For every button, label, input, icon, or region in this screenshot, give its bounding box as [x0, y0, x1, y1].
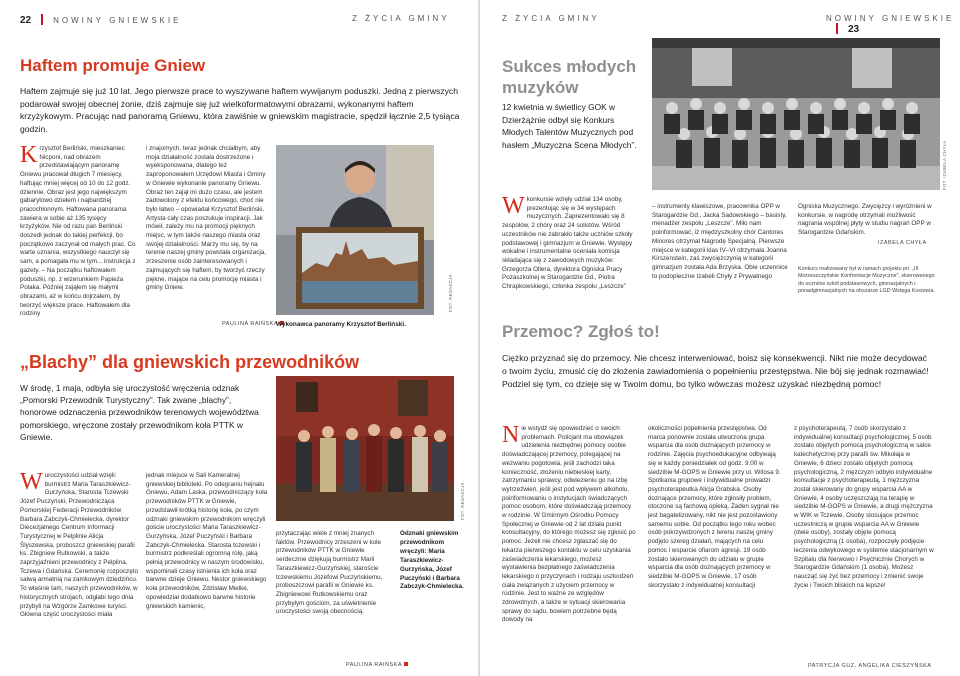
photo-krzysztof-berlinski [276, 145, 434, 315]
body-text: konkursie wzięły udział 134 osoby, prezentując się w 34 występach muzycznych. Zaprezentowało się 8 zespołów, 2 chóry oraz 24 solistów. Wśród uczestników nie zabrakło także uczniów szkoły podstawowej i gimnazjum w Gniewie. Występy wokalne i instrumentalne oceniała komisja składająca się z zawodowych muzyków: Grzegorza Ollera, dyrektora Ogniska Pracy Pozaszkolnej w Starogardzie Gd., Piotra Chrapkowskiego, członka zespołu „Leszcze” [502, 196, 633, 291]
header-divider [41, 14, 43, 25]
article-lead-przemoc: Ciężko przyznać się do przemocy. Nie chcesz interweniować, boisz się konsekwencji. Nikt nie może decydować o twoim życiu, zmusić cię do złożenia zawiadomienia o popełnieniu przestępstwa. Nie bój się jednak rozmawiać! Podziel się tym, co dzieje się w Twoim domu, bo tylko wówczas możesz uzyskać niezbędną pomoc! [502, 353, 929, 389]
project-note: Konkurs realizowany był w ramach projektu pn. „III Morzeszczyńskie Konfrontacje Muzyczne”, skierowanego do uczniów szkół podstawowych, gimnazjalnych i ponadgimnazjalnych na obszarze LGD Wstęga Kociewia. [798, 266, 935, 295]
article-body-blachy-col3 [276, 530, 392, 617]
article-lead-haft: Haftem zajmuje się już 10 lat. Jego pierwsze prace to wyszywane haftem wywijanym poduszki. Jedną z pierwszych podarował swojej obecnej żonie, dziś zajmuje się już wielkoformatowymi obrazami, wykonanymi haftem krzyżykowym. Pracując nad panoramą Gniewu, która zawiśnie w gniewskim magistracie, spędził łącznie 2,5 tysiąca godzin. [20, 86, 460, 134]
article-title-haft: Haftem promuje Gniew [20, 56, 206, 75]
body-text: uroczystości udział wzięli: burmistrz Maria Taraszkiewicz-Gurzyńska, Starosta Tczewski Józef Puczyński, Przewodnicząca Pomorskiej Federacji Przewodników Barbara Zabczyk-Chmielecka, dyrektor Diecezjalnego Centrum Informacji Turystycznej w Pelplinie Alicja Ślyszewska, proboszcz gniewskiej parafii ks. Zbigniew Rutkowski, a także zaprzyjaźnieni przewodnicy z Pelplina, Tczewa i Gdańska. Ceremonię rozpoczęto salwą armatnią na zamkowym dziedzińcu. To właśnie tam, naszych przewodników, w historycznych strojach, odgłabi tego dnia przybyli na Wzgórze Zamkowe turyści. Główna część uroczystości miała [20, 472, 138, 619]
article-title-sukces [502, 56, 636, 98]
body-text: i znajomych, teraz jednak chciałbym, aby moja działalność została dostrzeżone i wyeksponowana, dlatego też zaproponowałem Urzędowi Miasta i Gminy w Gniewie wykonanie panoramy Gniewu. Obraz ten zajął mi dużo czasu, ale jestem zadowolony z efektu końcowego, choć nie było łatwo – opowiadał Krzysztof Berliński. Artysta cały czas poszukuje inspiracji. Jak mówił, zależy mu na promocji pięknych miejsc, w tym także naszego miasta oraz swojej działalności. Marzy mu się, by na terenie naszej gminy powstała organizacja, zrzeszenie osób zainteresowanych i zajmujących się haftem, by tworzyć rzeczy piękne, mające na celu promocję miasta i gminy Gniew. [146, 145, 267, 292]
article-body-sukces-col1 [502, 193, 642, 292]
photo-young-musicians [652, 38, 940, 190]
article-body-blachy-col2 [146, 472, 268, 611]
left-page-number: 22 [20, 15, 32, 26]
end-mark-icon [404, 662, 408, 666]
author-name: PAULINA RAIŃSKA [346, 662, 402, 668]
photo-credit-haft: FOT. REDAKCJA [448, 274, 453, 312]
article-lead-sukces: 12 kwietnia w świetlicy GOK w Dzierżążnie odbył się Konkurs Młodych Talentów Muzycznych pod hasłem „Muzyczna Scena Młodych”. [502, 102, 637, 150]
article-author-blachy [346, 662, 408, 668]
author-name: PAULINA RAIŃSKA [222, 321, 278, 327]
body-text: z psychoterapeutą, 7 osób skorzystało z indywidualnej konsultacji psychologicznej, 5 osób zostało objętych pomocą psychologiczną w salce katechetycznej przy parafii św. Mikołaja w Gniewie, 6 dzieci zostało objętych pomocą psychologiczną, 2 mężczyzn odbyło indywidualne konsultacje z psychoterapeutą, 1 mężczyzna został skierowany do grupy wsparcia AA w Gniewie, 4 osoby uczęszczają na terapię w siedzibie M-GOPS w Gniewie, a drugi mężczyzna w WIK w Tczewie. Osoby stosujące przemoc uczestniczą w grupie wsparcia AA w Gniewie (dwie osoby), zostały objęte pomocą psychologiczną (1 osoba), rozpoczęły podjęcie leczenia odwykowego w systemie stacjonarnym w Szpitalu dla Nerwowo i Psychicznie Chorych w Starogardzie Gdańskim (1 osoba). Możesz naucząć się żyć bez przemocy i zmienić swoje życie i Twoich bliskich na lepsze! [794, 425, 934, 589]
article-author-haft [222, 321, 284, 327]
left-page-header [20, 14, 181, 30]
header-divider [836, 23, 838, 34]
left-running-head: NOWINY GNIEWSKIE [53, 16, 182, 25]
article-author-przemoc: PATRYCJA GUZ, ANGELIKA CIESZYŃSKA [808, 663, 932, 669]
body-text: rzysztof Berliński, mieszkaniec Nicponi, nad obrazem przedstawiającym panoramę Gniewu pracował długich 7 miesięcy, haftując mniej więcej od 10 do 12 godz. dziennie. Obraz jest jego największym gabarytowo dziełem i najbardziej pracochłonnym. Haftowana panorama zawiera w sobie aż 135 tysięcy krzyżyków. Nie od razu pan Berliński doszedł jednak do takiej perfekcji, bo początkowo zaczynał od małych prac. Co warte uznania, wszystkiego nauczył się sam, a pomagała mu w tym... instrukcja z gazety. – Na początku haftowałem poduszki, np. z wizerunkiem Papieża Polaka. Później zająłem się małymi obrazami, aż w końcu dojrzałem, by tworzyć większe prace. Haftowałem dla rodziny [20, 145, 136, 318]
body-text: przytaczając wiele z mniej znanych faktów. Przewodnicy zrzeszeni w kole przewodników PTTK w Gniewie serdecznie dziękują burmistrz Marii Taraszkiewicz-Gurzyńskiej, staroście tczewskiemu Józefowi Puczyńskiemu, proboszczowi parafii w Gniewie ks. Zbigniewowi Rutkowskiemu oraz przybyłym gościom, za uświetnienie uroczystości swoją obecnością. [276, 530, 383, 616]
photo-caption-blachy: Odznaki gniewskim przewodnikom wręczyli: Maria Taraszkiewicz-Gurzyńska, Józef Puczyński i Barbara Zabczyk-Chmielecka. [400, 530, 464, 591]
right-page [480, 0, 960, 676]
right-running-head: NOWINY GNIEWSKIE [826, 14, 955, 23]
article-lead-blachy: W środę, 1 maja, odbyła się uroczystość wręczenia odznak „Pomorski Przewodnik Turystyczny”. Tak zwane „blachy”, honorowe odznaczenia przewodników terenowych województwa pomorskiego, wręczone zostały przewodnikom koła PTTK w Gniewie. [20, 383, 259, 442]
photo-caption-haft: Wykonawca panoramy Krzysztof Berliński. [276, 321, 406, 328]
article-author-sukces: IZABELA CHYŁA [878, 240, 927, 246]
article-body-blachy-col1 [20, 469, 138, 620]
article-title-przemoc: Przemoc? Zgłoś to! [502, 322, 660, 341]
body-text: jednak miejsce w Sali Kameralnej gniewskiej biblioteki. Po odegraniu hejnału Gniewu, Adam Laska, przewodniczący koła przewodników PTTK w Gniewie, przedstawił krótką historię koła, po czym odznaki gniewskim przewodnikom wręczyli goście uroczystości Maria Taraszkiewicz-Gurzyńska, Józef Puczyński i Barbara Zabczyk-Chmielecka. Starosta tczewski i burmistrz podkreślali ogromną rolę, jaką pełnią przewodnicy w naszym środowisku, wspominali czasy istnienia ich koła oraz barwne dzieje Gniewu. Nestor gniewskiego koła przewodników, Zdzisław Mielke, opowiedział dodatkowo barwne historie gniewskich kamienic, [146, 472, 268, 610]
title-line: Sukces młodych [502, 57, 637, 76]
right-page-number: 23 [848, 24, 860, 35]
right-page-header [826, 14, 960, 35]
dropcap: W [502, 193, 525, 219]
dropcap: K [20, 142, 38, 168]
title-line: muzyków [502, 78, 579, 97]
photo-credit-sukces: FOT. IZABELA CHYŁA [942, 140, 947, 190]
article-body-przemoc-col2 [648, 425, 782, 590]
article-body-sukces-col3 [798, 203, 938, 238]
article-body-przemoc-col1 [502, 422, 636, 625]
right-section-label: Z ŻYCIA GMINY [502, 14, 600, 23]
photo-credit-blachy: FOT. REDAKCJA [460, 482, 465, 520]
left-section-label: Z ŻYCIA GMINY [352, 14, 450, 23]
article-body-haft-col1 [20, 142, 136, 319]
body-text: okoliczności popełnienia przestępstwa. Od marca ponownie została utworzona grupa wsparcia dla osób doznających przemocy w rodzinie. Zajęcia psychoedukacyjne odbywają się w każdy poniedziałek od godz. 9.00 w siedzibie M-GOPS w Gniewie przy ul. Witosa 9. Spotkania grupowe i indywidualne prowadzi psychoterapeutka Alicja Grabska. Osoby doznające przemocy, które zgłosiły problem, otoczone są fachową opieką. Żaden sygnał nie jest bagatelizowany, nikt nie jest pozostawiony samemu sobie. Od początku tego roku wobec osób pokrzywdzonych z terenu naszej gminy podjęto szereg działań, mających na celu pomoc i wsparcie ofiarom agresji. 19 osób zostało skierowanych do udziału w grupie wsparcia dla osób doznających przemocy w siedzibie M-GOPS w Gniewie, 17 osób skorzystało z indywidualnej konsultacji [648, 425, 781, 589]
article-title-blachy: „Blachy” dla gniewskich przewodników [20, 352, 360, 372]
body-text: Ogniska Muzycznego. Zwycięzcy i wyróżnieni w konkursie, w nagrodę otrzymali możliwość nagrania wspólnej płyty w studiu nagrań OPP w Starogardzie Gdańskim. [798, 203, 932, 237]
body-text: – instrumenty klawiszowe, pracownika OPP w Starogardzie Gd., Jacka Sadowskiego – basisty, menadżer zespołu „Leszcze”. Miło nam poinformować, iż międzyszkolny chór Cantores Minores otrzymał Nagrodę Specjalną. Pierwsze miejsce w kategorii klas IV–VI otrzymała Joanna Kirszenstein, zaś zwyciężczynią w kategorii gimnazjum została Ada Brzyska. Obie uczennice to podopieczne Izabeli Chyły z Prywatnego [652, 203, 788, 280]
article-body-haft-col2 [146, 145, 270, 293]
article-body-przemoc-col3 [794, 425, 936, 590]
dropcap: N [502, 422, 520, 448]
photo-guides-group [276, 376, 454, 521]
article-body-sukces-col2 [652, 203, 788, 281]
dropcap: W [20, 469, 43, 495]
body-text: ie wstydź się opowiedzieć o swoich problemach. Policjant ma obowiązek udzielenia niezbędnej pomocy osobie doświadczającej przemocy, polegającej na wezwaniu pogotowia, jeśli zachodzi taka konieczność, złożeniu niebieskiej karty, zatrzymaniu sprawcy, odwiezieniu go na izbę wytrzeźwień, jeśli jest pod wpływem alkoholu, poinformowaniu o instytucjach świadczących pomoc osobom, które doświadczają przemocy w rodzinie. W Gminnym Ośrodku Pomocy Społecznej w Gniewie od 2 lat działa punkt konsultacyjny, do którego możesz się zgłosić po pomoc. Jeżeli nie chcesz zgłaszać się do lekarza pierwszego kontaktu w celu uzyskania zaświadczenia lekarskiego, możesz wystawienia bezpłatnego zaświadczenia lekarskiego o przyczynach i rodzaju uszkodzeń ciała związanych z użyciem przemocy w rodzinie. Jest to ważne ze względów zdrowotnych, a także w sytuacji skierowania sprawy do sądu, bowiem potrzebne będą dowody na [502, 425, 636, 624]
